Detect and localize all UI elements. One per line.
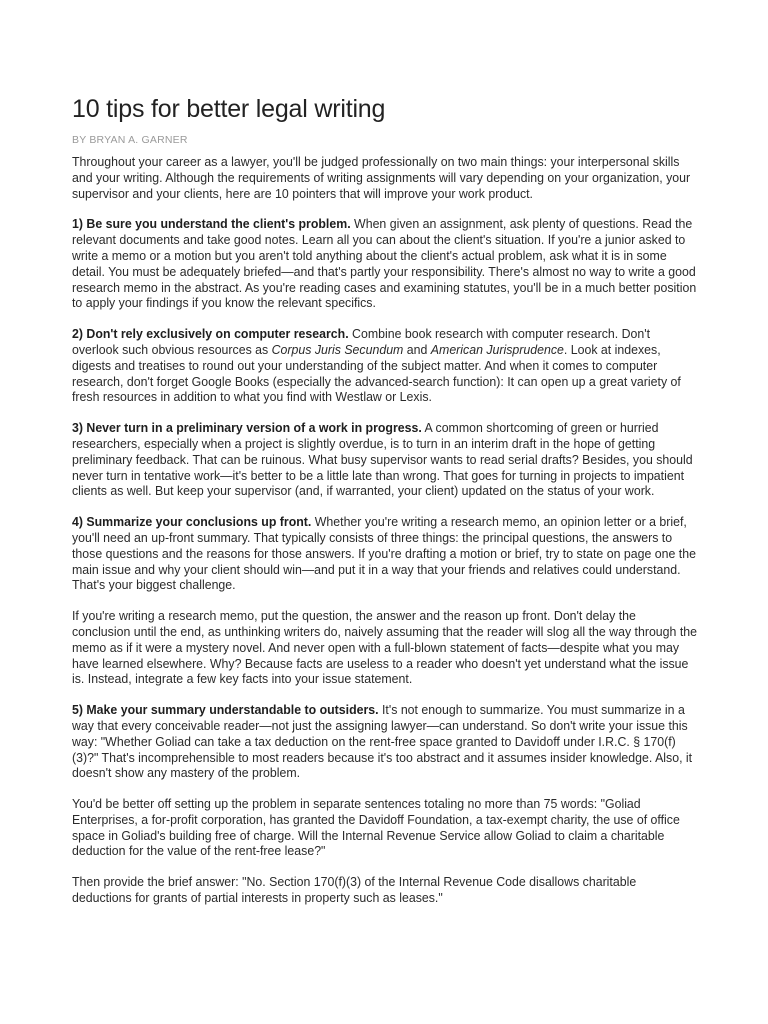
tip-2-body-a: Combine book research with computer research. Don't overlook such obvious resources as [72,327,651,357]
tip-2-heading: 2) Don't rely exclusively on computer research. [72,327,349,342]
tip-2-body-b: and [403,342,431,357]
tip-1-heading: 1) Be sure you understand the client's problem. [72,217,351,232]
tip-2-italic-b: American Jurisprudence [430,342,564,357]
tip-5-body: It's not enough to summarize. You must summarize in a way that every conceivable reader—not just the assigning lawyer—can understand. So don't write your issue this way: "Whether Goliad can take a tax deduction on the rent-free space granted to Davidoff under I.R.C. § 170(f)(3)?" That's incomprehensible to most readers because it's too abstract and it assumes insider knowledge. Also, it doesn't show any mastery of the problem. [72,703,693,781]
tip-2-body-c: . Look at indexes, digests and treatises to round out your understanding of the subject matter. And when it comes to computer research, don't forget Google Books (especially the advanced-search function): It can open up a great variety of fresh resources in addition to what you find with Westlaw or Lexis. [72,342,681,405]
intro-paragraph: Throughout your career as a lawyer, you'll be judged professionally on two main things: your interpersonal skills and your writing. Although the requirements of writing assignments will vary depending on your organization, your supervisor and your clients, here are 10 pointers that will improve your work product. [72,155,691,201]
tip-3-heading: 3) Never turn in a preliminary version of a work in progress. [72,421,422,436]
tip-1 [72,217,697,312]
article [72,94,698,907]
tip-3-body: A common shortcoming of green or hurried researchers, especially when a project is slightly overdue, is to turn in an interim draft in the hope of getting preliminary feedback. That can be ruinous. What busy supervisor wants to read serial drafts? Besides, you should never turn in tentative work—it's better to be a little late than wrong. That goes for turning in projects to impatient clients as well. But keep your supervisor (and, if warranted, your client) updated on the status of your work. [72,421,693,499]
tip-4-body: Whether you're writing a research memo, an opinion letter or a brief, you'll need an up-front summary. That typically consists of three things: the principal questions, the answers to those questions and the reasons for those answers. If you're drafting a motion or brief, try to state on page one the main issue and why your client should win—and put it in a way that your friends and relatives could understand. That's your biggest challenge. [72,515,696,593]
tip-4-heading: 4) Summarize your conclusions up front. [72,515,312,530]
tip-3 [72,421,697,500]
tip-5-heading: 5) Make your summary understandable to outsiders. [72,703,379,718]
article-title: 10 tips for better legal writing [72,95,386,123]
tip-5-answer: Then provide the brief answer: "No. Section 170(f)(3) of the Internal Revenue Code disallows charitable deductions for grants of partial interests in property such as leases." [72,875,637,906]
tip-4-continued: If you're writing a research memo, put the question, the answer and the reason up front. Don't delay the conclusion until the end, as unthinking writers do, naively assuming that the reader will slog all the way through the memo as if it were a mystery novel. And never open with a full-blown statement of facts—despite what you may have learned elsewhere. Why? Because facts are useless to a reader who doesn't yet understand what the issue is. Instead, integrate a few key facts into your issue statement. [72,609,697,687]
tip-4 [72,515,697,594]
tip-2-italic-a: Corpus Juris Secundum [271,342,404,357]
tip-2 [72,327,697,406]
tip-5 [72,703,697,782]
tip-1-body: When given an assignment, ask plenty of questions. Read the relevant documents and take good notes. Learn all you can about the client's situation. If you're a junior asked to write a memo or a motion but you aren't told anything about the client's actual problem, ask what it is in some detail. You must be adequately briefed—and that's partly your responsibility. There's almost no way to write a good research memo in the abstract. As you're reading cases and examining statutes, you'll be in a much better position to apply your findings if you know the relevant specifics. [72,217,697,311]
tip-5-continued: You'd be better off setting up the problem in separate sentences totaling no more than 75 words: "Goliad Enterprises, a for-profit corporation, has granted the Davidoff Foundation, a tax-exempt charity, the use of office space in Goliad's building free of charge. Will the Internal Revenue Service allow Goliad to claim a charitable deduction for the value of the rent-free lease?" [72,797,680,859]
byline: BY BRYAN A. GARNER [72,134,188,146]
